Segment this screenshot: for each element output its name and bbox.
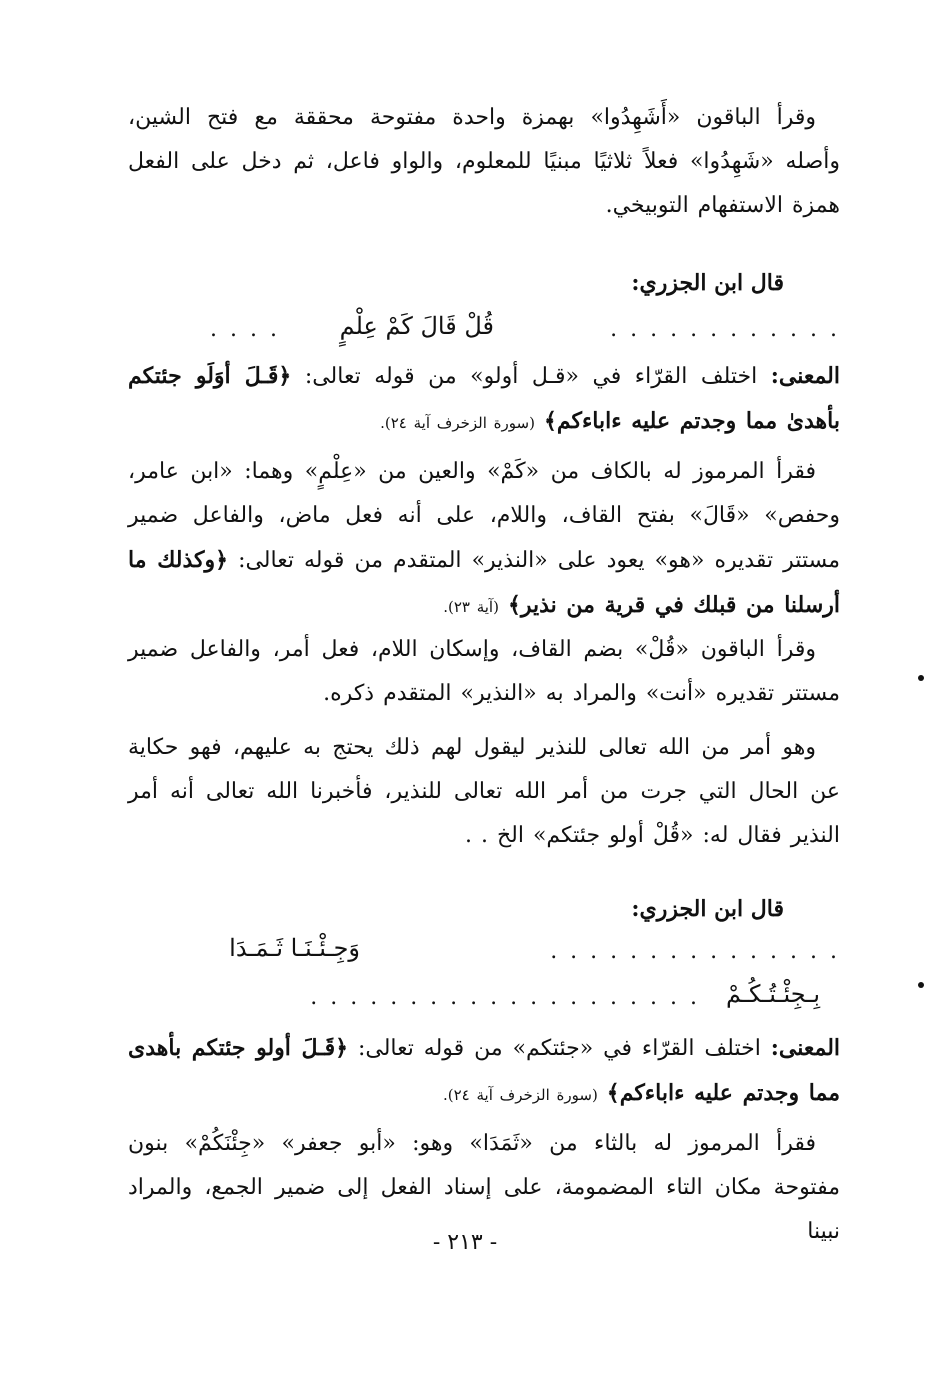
section-heading: قال ابن الجزري: bbox=[631, 896, 784, 922]
quran-verse: ﴿قَـلَ أوَلَو جئتكم بأهدىٰ مما وجدتم عليه ءاباءكم﴾ bbox=[128, 363, 840, 434]
paragraph-text: وقرأ الباقون «قُلْ» بضم القاف، وإسكان اللام، فعل أمر، والفاعل ضمير مستتر تقديره «أنت» والمراد به «النذير» المتقدم ذكره. bbox=[128, 637, 840, 706]
meaning-label: المعنى: bbox=[770, 363, 840, 389]
verse-words: قُلْ قَالَ كَمْ عِلْمٍ bbox=[339, 312, 494, 340]
verse-words: وَجِـئْـنَـا ثَـمَـدَا bbox=[229, 934, 360, 962]
meaning-paragraph bbox=[128, 1026, 840, 1117]
verse-reference: (سورة الزخرف آية ٢٤). bbox=[442, 1086, 598, 1104]
verse-dots: . . . . . . . . . . . . . . . . . . . . bbox=[310, 985, 700, 1010]
meaning-text: اختلف القرّاء في «جئتكم» من قوله تعالى: bbox=[357, 1036, 761, 1061]
margin-dot bbox=[918, 982, 924, 988]
paragraph-text: وهو أمر من الله تعالى للنذير ليقول لهم ذلك يحتج به عليهم، فهو حكاية عن الحال التي جرت من أمر الله تعالى للنذير، فأخبرنا الله تعالى أنه أمر النذير فقال له: «قُلْ أولو جئتكم» الخ . . bbox=[128, 735, 840, 848]
paragraph-text: وقرأ الباقون «أَشَهِدُوا» بهمزة واحدة مفتوحة محققة مع فتح الشين، وأصله «شَهِدُوا» فعلاً ثلاثيًا مبنيًا للمعلوم، والواو فاعل، ثم دخل على الفعل همزة الاستفهام التوبيخي. bbox=[128, 105, 840, 218]
verse-reference: (آية ٢٣). bbox=[443, 598, 499, 616]
margin-dot bbox=[918, 675, 924, 681]
verse-words: بِـجِئْـتُـكُـمْ bbox=[725, 980, 820, 1008]
paragraph bbox=[128, 96, 840, 228]
paragraph bbox=[128, 628, 840, 716]
meaning-text: اختلف القرّاء في «قـل أولو» من قوله تعالى: bbox=[304, 364, 758, 389]
section-heading: قال ابن الجزري: bbox=[631, 270, 784, 296]
verse-dots: . . . . . . . . . . . . bbox=[610, 317, 840, 342]
paragraph-text: فقرأ المرموز له بالثاء من «ثَمَدَا» وهو: «أبو جعفر» «جِئْنَكُمْ» بنون مفتوحة مكان التاء المضمومة، على إسناد الفعل إلى ضمير الجمع، والمراد نبينا bbox=[128, 1131, 840, 1244]
meaning-paragraph bbox=[128, 354, 840, 445]
verse-reference: (سورة الزخرف آية ٢٤). bbox=[380, 414, 535, 432]
quran-verse: ﴿وكذلك ما أرسلنا من قبلك في قرية من نذير﴾ bbox=[128, 547, 840, 618]
paragraph-text: فقرأ المرموز له بالكاف من «كَمْ» والعين من «عِلْمٍ» وهما: «ابن عامر، وحفص» «قَالَ» بفتح القاف، واللام، على أنه فعل ماض، والفاعل ضمير مستتر تقديره «هو» يعود على «النذير» المتقدم من قوله تعالى: bbox=[128, 459, 840, 573]
page-body bbox=[128, 96, 840, 1276]
paragraph bbox=[128, 726, 840, 858]
paragraph bbox=[128, 450, 840, 629]
meaning-label: المعنى: bbox=[770, 1035, 841, 1061]
verse-dots: . . . . bbox=[210, 317, 280, 342]
quran-verse: ﴿قَـلَ أولو جئتكم بأهدى مما وجدتم عليه ءاباءكم﴾ bbox=[128, 1035, 840, 1106]
verse-dots: . . . . . . . . . . . . . . . bbox=[550, 939, 840, 964]
page-number: - ٢١٣ - bbox=[432, 1230, 498, 1255]
